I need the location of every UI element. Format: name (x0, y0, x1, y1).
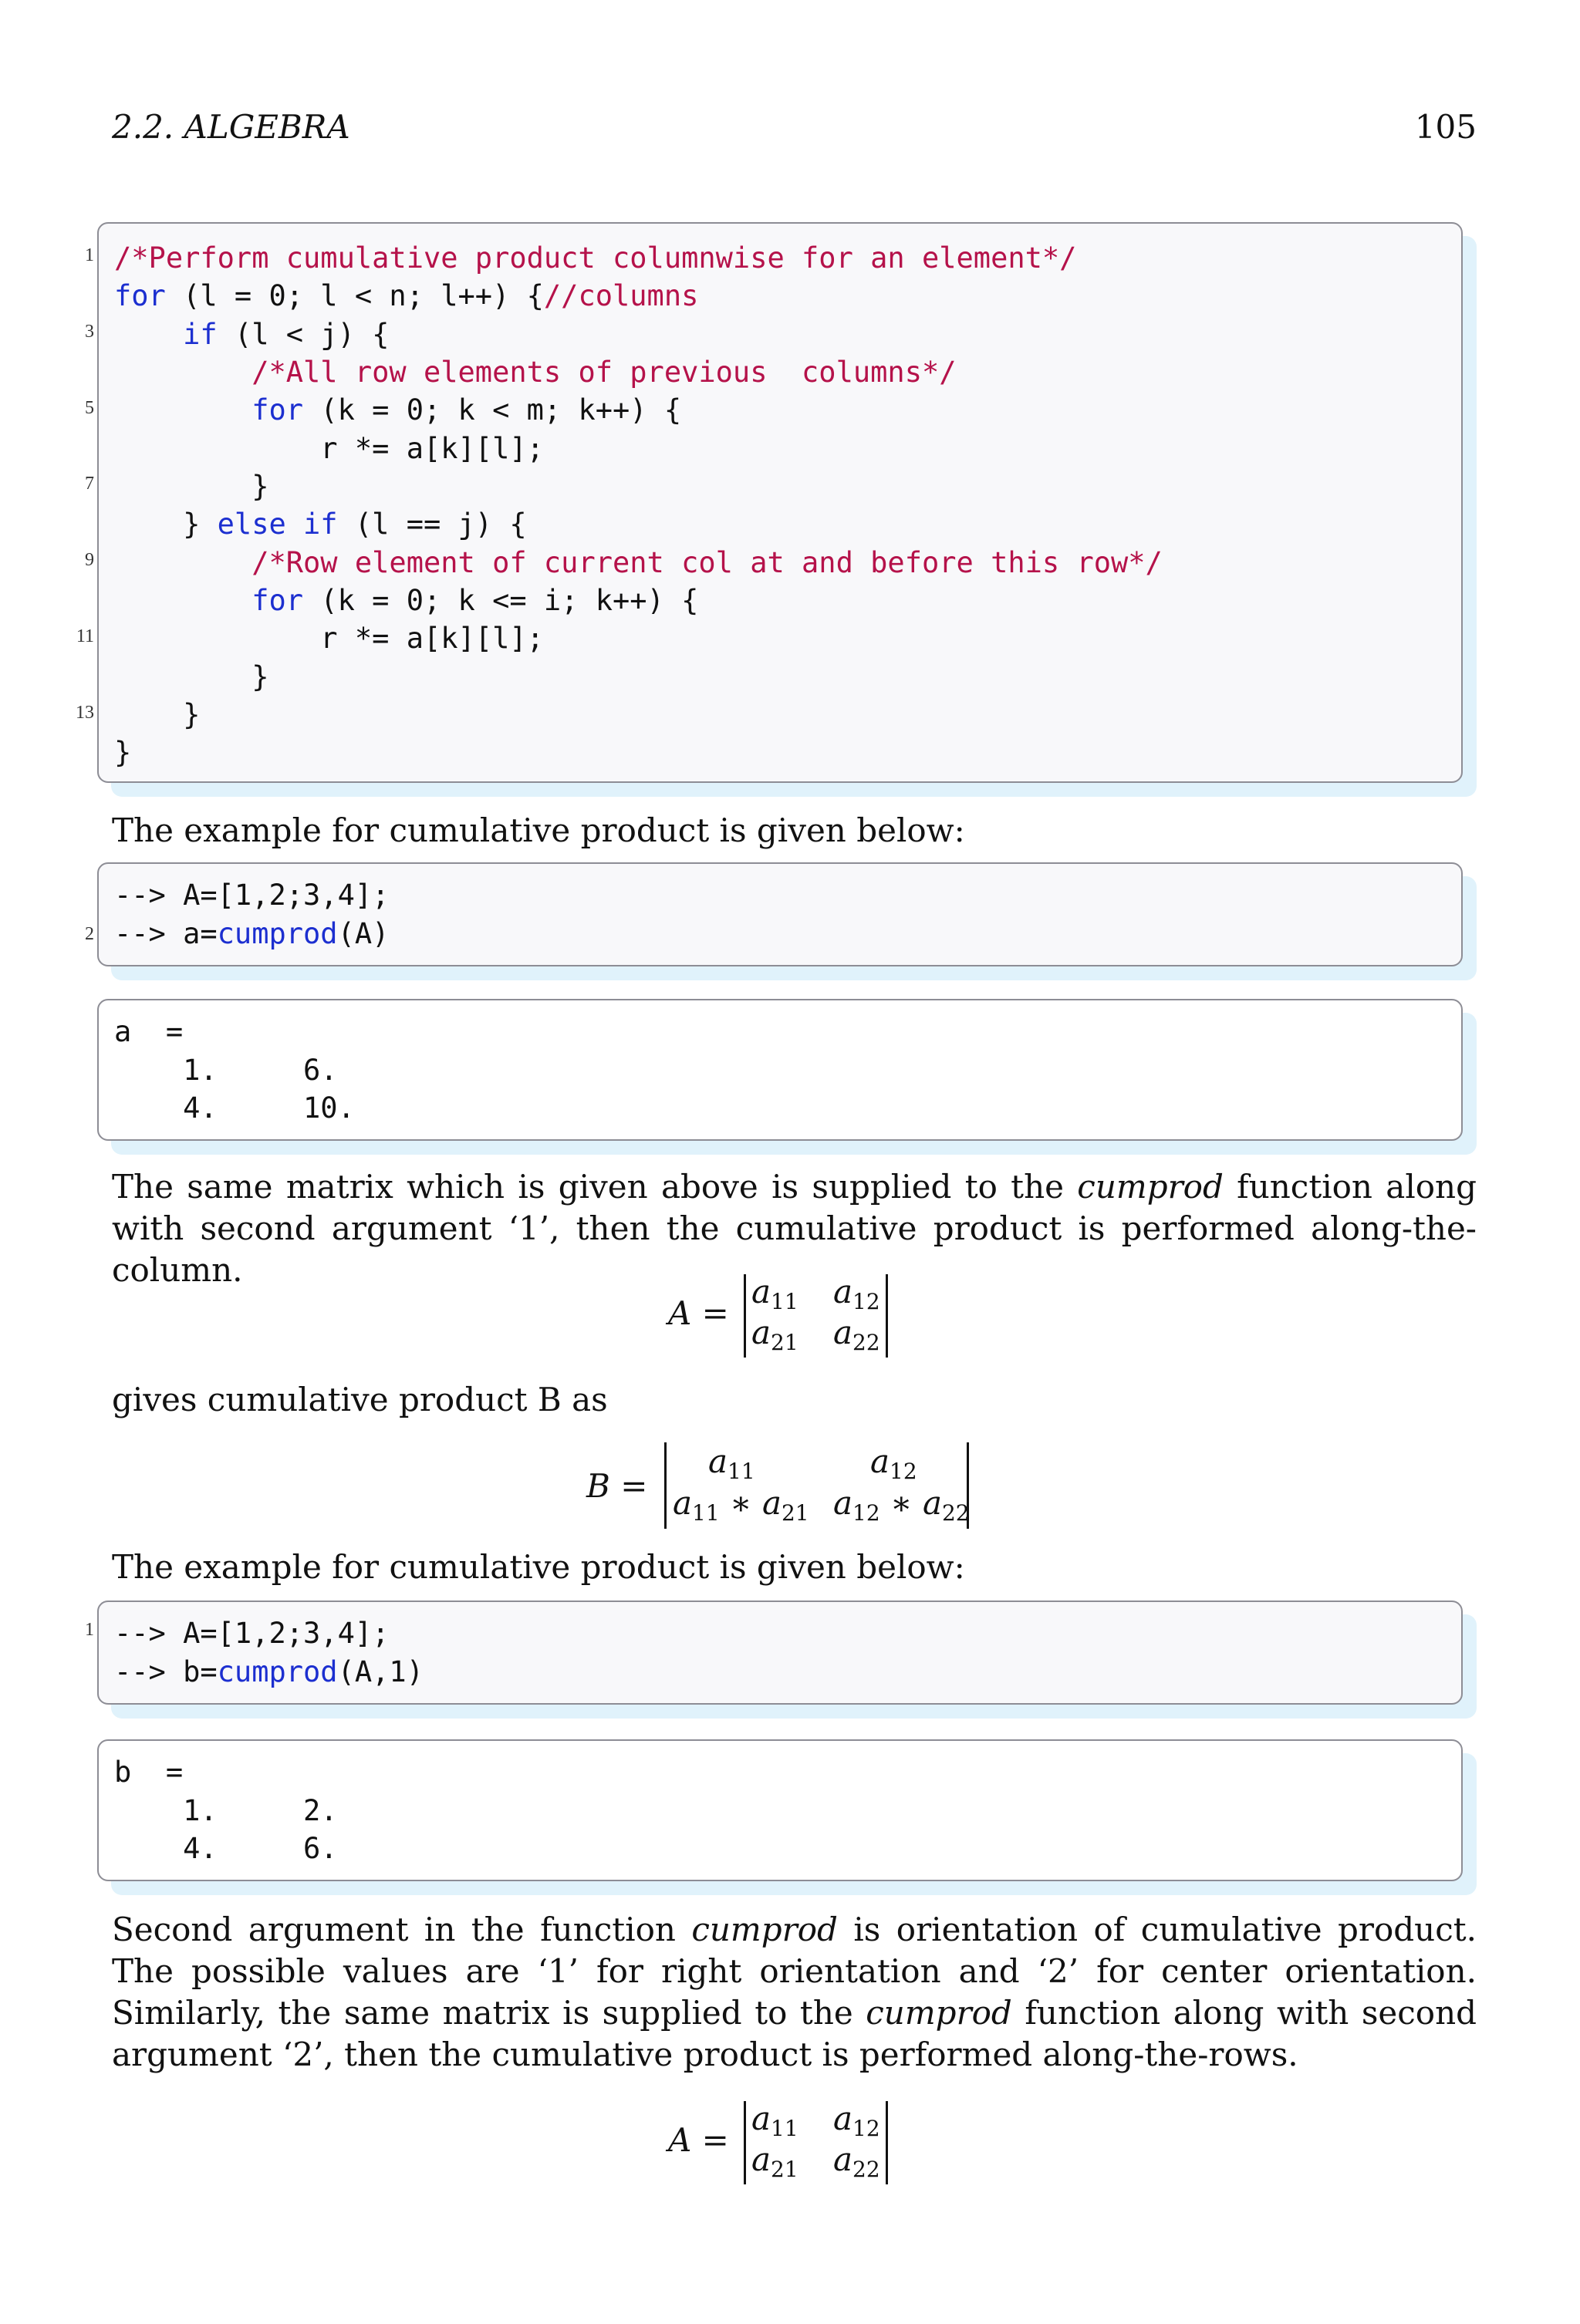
line-number: 7 (85, 474, 94, 494)
matrix-B (0, 1442, 1580, 1543)
paragraph-orientation: Second argument in the function cumprod is orientation of cumulative product. The possible values are ‘1’ for right orientation and ‘2’ for center orientation. Similarly, the same matrix is supplied to the cumprod function along with second argument ‘2’, then the cumulative product is performed along-the-rows. (112, 1911, 1477, 2073)
matrix-cell: $a_{12}$ (870, 1442, 917, 1484)
paragraph-example-intro-2: The example for cumulative product is given below: (112, 1548, 965, 1586)
line-number: 9 (85, 550, 94, 570)
code-line: /*Row element of current col at and before this row*/ (114, 546, 1163, 579)
code-line: r *= a[k][l]; (114, 622, 544, 655)
code-listing-cumprod-call (97, 862, 1463, 966)
matrix-bar-right (886, 1274, 888, 1358)
matrix-cell: $a_{11}$ (751, 2100, 798, 2141)
matrix-A-repeat (0, 2100, 1580, 2192)
code-line: --> a=cumprod(A) (114, 917, 390, 950)
code-line: r *= a[k][l]; (114, 432, 544, 465)
code-line: } (114, 470, 269, 503)
line-number: 1 (85, 1620, 94, 1640)
matrix-cell: $a_{12}$ ∗ $a_{22}$ (833, 1484, 970, 1526)
matrix-bar-left (744, 2101, 746, 2184)
matrix-cell: $a_{21}$ (751, 1314, 798, 1355)
output-line: b = (114, 1756, 184, 1789)
line-number: 3 (85, 322, 94, 342)
output-line: 1. 2. (114, 1794, 338, 1827)
matrix-cell: $a_{22}$ (833, 1314, 880, 1355)
code-line: } (114, 698, 201, 731)
line-number: 2 (85, 924, 94, 944)
matrix-bar-right (886, 2101, 888, 2184)
code-line: --> A=[1,2;3,4]; (114, 1617, 390, 1650)
page-number: 105 (1414, 108, 1477, 146)
section-title: 2.2. ALGEBRA (112, 108, 350, 146)
code-line: /*All row elements of previous columns*/ (114, 356, 957, 389)
output-block-a (97, 999, 1463, 1141)
output-line: a = (114, 1015, 184, 1048)
code-listing-cumprod-loop (97, 222, 1463, 783)
matrix-bar-left (664, 1442, 667, 1529)
line-number: 13 (76, 703, 94, 723)
matrix-cell: $a_{12}$ (833, 1273, 880, 1314)
code-line: } (114, 660, 269, 693)
code-line: } (114, 736, 132, 769)
matrix-cell: $a_{12}$ (833, 2100, 880, 2141)
line-number: 5 (85, 398, 94, 418)
code-line: for (l = 0; l < n; l++) {//columns (114, 279, 699, 312)
code-line: --> b=cumprod(A,1) (114, 1655, 424, 1688)
paragraph-gives-B: gives cumulative product B as (112, 1381, 608, 1418)
matrix-cell: $a_{11}$ ∗ $a_{21}$ (673, 1484, 809, 1526)
code-line: if (l < j) { (183, 318, 390, 351)
code-line: for (k = 0; k < m; k++) { (252, 393, 682, 427)
paragraph-example-intro: The example for cumulative product is given below: (112, 811, 965, 849)
code-line: } else if (l == j) { (114, 508, 527, 541)
line-number: 11 (76, 626, 94, 646)
line-number: 1 (85, 245, 94, 265)
output-line: 1. 6. (114, 1054, 338, 1087)
code-line: --> A=[1,2;3,4]; (114, 879, 390, 912)
code-line: /*Perform cumulative product columnwise for an element*/ (114, 241, 1077, 275)
output-line: 4. 6. (114, 1832, 338, 1865)
running-header (112, 108, 1477, 154)
output-block-b (97, 1739, 1463, 1881)
paragraph-column-cumprod: The same matrix which is given above is supplied to the cumprod function along with second argument ‘1’, then the cumulative product is performed along-the-column. (112, 1168, 1477, 1289)
matrix-cell: $a_{21}$ (751, 2140, 798, 2182)
matrix-cell: $a_{22}$ (833, 2140, 880, 2182)
matrix-lhs: A = (668, 1294, 729, 1332)
matrix-A (0, 1273, 1580, 1365)
matrix-bar-left (744, 1274, 746, 1358)
code-listing-cumprod-call-2 (97, 1600, 1463, 1705)
code-line: for (k = 0; k <= i; k++) { (252, 584, 699, 617)
matrix-cell: $a_{11}$ (708, 1442, 755, 1484)
matrix-lhs: B = (586, 1467, 648, 1505)
matrix-cell: $a_{11}$ (751, 1273, 798, 1314)
output-line: 4. 10. (114, 1091, 355, 1125)
matrix-lhs: A = (668, 2121, 729, 2159)
